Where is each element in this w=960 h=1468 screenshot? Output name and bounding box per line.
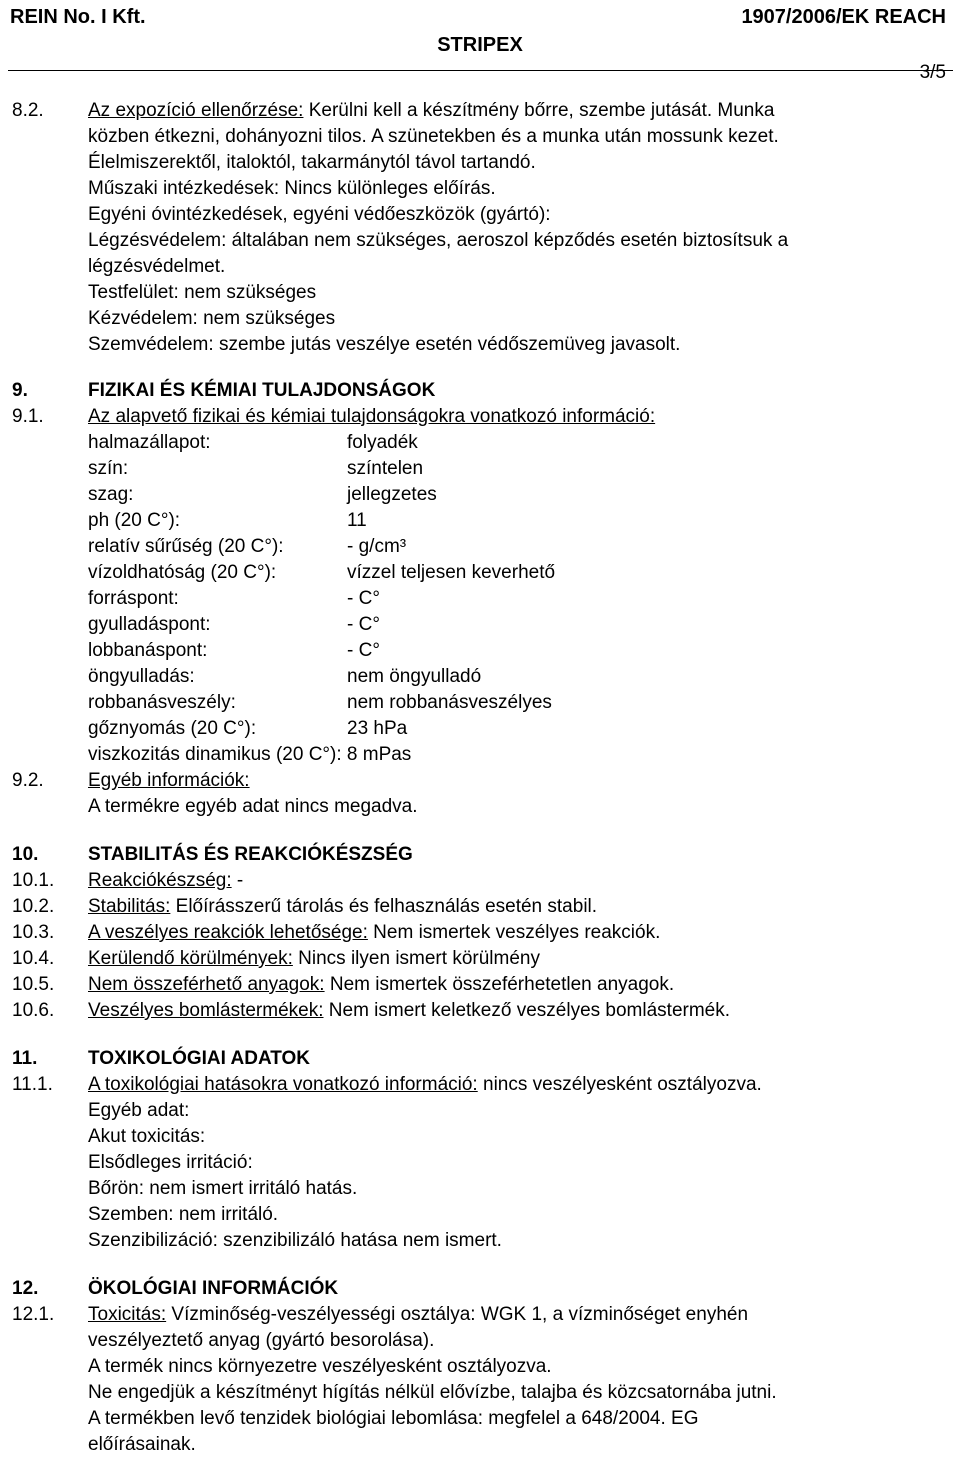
subsection-row: [12, 998, 942, 1024]
property-value: 11: [347, 510, 367, 531]
product-name: STRIPEX: [437, 34, 523, 56]
section-number: 8.2.: [12, 100, 44, 121]
section-number: 10.3.: [12, 922, 55, 943]
property-row: [88, 534, 942, 560]
properties-list: [12, 430, 942, 768]
text-line: Testfelület: nem szükséges: [88, 282, 317, 303]
subsection-text: Nem ismert keletkező veszélyes bomlástermék.: [323, 1000, 731, 1021]
property-value: - g/cm³: [347, 536, 407, 557]
section-title: Az expozíció ellenőrzése:: [88, 100, 304, 121]
subsection-label: Toxicitás:: [88, 1304, 167, 1325]
property-value: színtelen: [347, 458, 424, 479]
property-key: gyulladáspont:: [88, 614, 211, 635]
text-line: Egyéni óvintézkedések, egyéni védőeszközök (gyártó):: [88, 204, 551, 225]
subsection-row: [12, 972, 942, 998]
property-value: jellegzetes: [347, 484, 437, 505]
text-line: Bőrön: nem ismert irritáló hatás.: [88, 1178, 358, 1199]
subsection-label: Nem összeférhető anyagok:: [88, 974, 325, 995]
section-number: 12.1.: [12, 1304, 55, 1325]
subsection-label: Reakciókészség:: [88, 870, 232, 891]
property-row: [88, 560, 942, 586]
property-value: vízzel teljesen keverhető: [347, 562, 556, 583]
section-number: 10.4.: [12, 948, 55, 969]
page-number: 3/5: [919, 62, 946, 83]
subsection-text: Nincs ilyen ismert körülmény: [292, 948, 540, 969]
subsection-row: [12, 920, 942, 946]
document-body: [12, 98, 942, 1458]
section-number: 9.: [12, 380, 28, 401]
property-key: lobbanáspont:: [88, 640, 208, 661]
section-title: FIZIKAI ÉS KÉMIAI TULAJDONSÁGOK: [88, 380, 436, 401]
subsection-row: [12, 946, 942, 972]
subsection-text: nincs veszélyesként osztályozva.: [477, 1074, 762, 1095]
subsection-text: -: [231, 870, 244, 891]
property-key: robbanásveszély:: [88, 692, 236, 713]
text-line: Szenzibilizáció: szenzibilizáló hatása nem ismert.: [88, 1230, 502, 1251]
subsection-label: Kerülendő körülmények:: [88, 948, 293, 969]
property-value: 23 hPa: [347, 718, 408, 739]
section-number: 10.2.: [12, 896, 55, 917]
section-11-heading: [12, 1046, 942, 1072]
section-9-1-heading: [12, 404, 942, 430]
property-value: nem robbanásveszélyes: [347, 692, 552, 713]
subsection-label: A veszélyes reakciók lehetősége:: [88, 922, 368, 943]
subsection-text: Nem ismertek összeférhetetlen anyagok.: [324, 974, 675, 995]
section-9-heading: [12, 378, 942, 404]
subsection-row: [12, 894, 942, 920]
text-line: A termékben levő tenzidek biológiai lebomlása: megfelel a 648/2004. EG: [88, 1408, 699, 1429]
property-row: [88, 586, 942, 612]
text-line: Elsődleges irritáció:: [88, 1152, 253, 1173]
property-key: szín:: [88, 458, 129, 479]
property-value: - C°: [347, 640, 380, 661]
section-9-2-heading: [12, 768, 942, 794]
property-row: [88, 456, 942, 482]
text-line: veszélyeztető anyag (gyártó besorolása).: [88, 1330, 435, 1351]
subsection-label: Veszélyes bomlástermékek:: [88, 1000, 324, 1021]
section-text: Kerülni kell a készítmény bőrre, szembe jutását. Munka: [303, 100, 775, 121]
property-row: [88, 482, 942, 508]
text-line: Szemben: nem irritáló.: [88, 1204, 279, 1225]
property-row: [88, 716, 942, 742]
property-key: halmazállapot:: [88, 432, 211, 453]
section-number: 9.2.: [12, 770, 44, 791]
text-line: A termékre egyéb adat nincs megadva.: [88, 796, 418, 817]
subsection-text: Vízminőség-veszélyességi osztálya: WGK 1, a vízminőséget enyhén: [166, 1304, 749, 1325]
property-key: ph (20 C°):: [88, 510, 181, 531]
section-title: ÖKOLÓGIAI INFORMÁCIÓK: [88, 1278, 339, 1299]
text-line: Kézvédelem: nem szükséges: [88, 308, 336, 329]
property-row: [88, 430, 942, 456]
company-name: REIN No. I Kft.: [10, 6, 146, 28]
section-number: 9.1.: [12, 406, 44, 427]
section-number: 12.: [12, 1278, 39, 1299]
text-line: Szemvédelem: szembe jutás veszélye esetén védőszemüveg javasolt.: [88, 334, 681, 355]
property-row: [88, 638, 942, 664]
text-line: A termék nincs környezetre veszélyesként osztályozva.: [88, 1356, 552, 1377]
property-value: - C°: [347, 588, 380, 609]
section-8-2-heading: [12, 98, 942, 124]
property-value: - C°: [347, 614, 380, 635]
section-12-1-heading: [12, 1302, 942, 1328]
section-number: 11.1.: [12, 1074, 53, 1095]
header-divider: [8, 70, 953, 71]
property-value: folyadék: [347, 432, 418, 453]
section-title: STABILITÁS ÉS REAKCIÓKÉSZSÉG: [88, 844, 413, 865]
property-value: nem öngyulladó: [347, 666, 482, 687]
section-number: 10.6.: [12, 1000, 55, 1021]
text-line: Akut toxicitás:: [88, 1126, 206, 1147]
property-row: [88, 690, 942, 716]
text-line: előírásainak.: [88, 1434, 196, 1455]
section-number: 10.5.: [12, 974, 55, 995]
section-number: 10.1.: [12, 870, 55, 891]
section-title: Az alapvető fizikai és kémiai tulajdonságokra vonatkozó információ:: [88, 406, 656, 427]
text-line: Egyéb adat:: [88, 1100, 190, 1121]
subsection-label: Stabilitás:: [88, 896, 171, 917]
property-key: gőznyomás (20 C°):: [88, 718, 257, 739]
subsection-text: Előírásszerű tárolás és felhasználás esetén stabil.: [170, 896, 598, 917]
property-key: öngyulladás:: [88, 666, 195, 687]
text-line: légzésvédelmet.: [88, 256, 226, 277]
subsection-text: Nem ismertek veszélyes reakciók.: [367, 922, 661, 943]
section-10-heading: [12, 842, 942, 868]
property-key: forráspont:: [88, 588, 179, 609]
property-key: vízoldhatóság (20 C°):: [88, 562, 277, 583]
subsection-label: A toxikológiai hatásokra vonatkozó információ:: [88, 1074, 478, 1095]
section-title: Egyéb információk:: [88, 770, 250, 791]
property-row: [88, 612, 942, 638]
section-number: 10.: [12, 844, 39, 865]
text-line: Ne engedjük a készítményt hígítás nélkül elővízbe, talajba és közcsatornába jutni.: [88, 1382, 777, 1403]
text-line: Műszaki intézkedések: Nincs különleges előírás.: [88, 178, 496, 199]
section-title: TOXIKOLÓGIAI ADATOK: [88, 1048, 311, 1069]
text-line: Légzésvédelem: általában nem szükséges, aeroszol képződés esetén biztosítsuk a: [88, 230, 789, 251]
property-row-viscosity: viszkozitás dinamikus (20 C°): 8 mPas: [88, 744, 412, 765]
property-key: szag:: [88, 484, 134, 505]
subsection-row: [12, 868, 942, 894]
property-row: [88, 508, 942, 534]
text-line: Élelmiszerektől, italoktól, takarmánytól távol tartandó.: [88, 152, 536, 173]
section-12-heading: [12, 1276, 942, 1302]
property-key: relatív sűrűség (20 C°):: [88, 536, 284, 557]
section-11-1-heading: [12, 1072, 942, 1098]
regulation-ref: 1907/2006/EK REACH: [741, 6, 946, 28]
property-row: [88, 664, 942, 690]
section-number: 11.: [12, 1048, 38, 1069]
text-line: közben étkezni, dohányozni tilos. A szünetekben és a munka után mossunk kezet.: [88, 126, 779, 147]
